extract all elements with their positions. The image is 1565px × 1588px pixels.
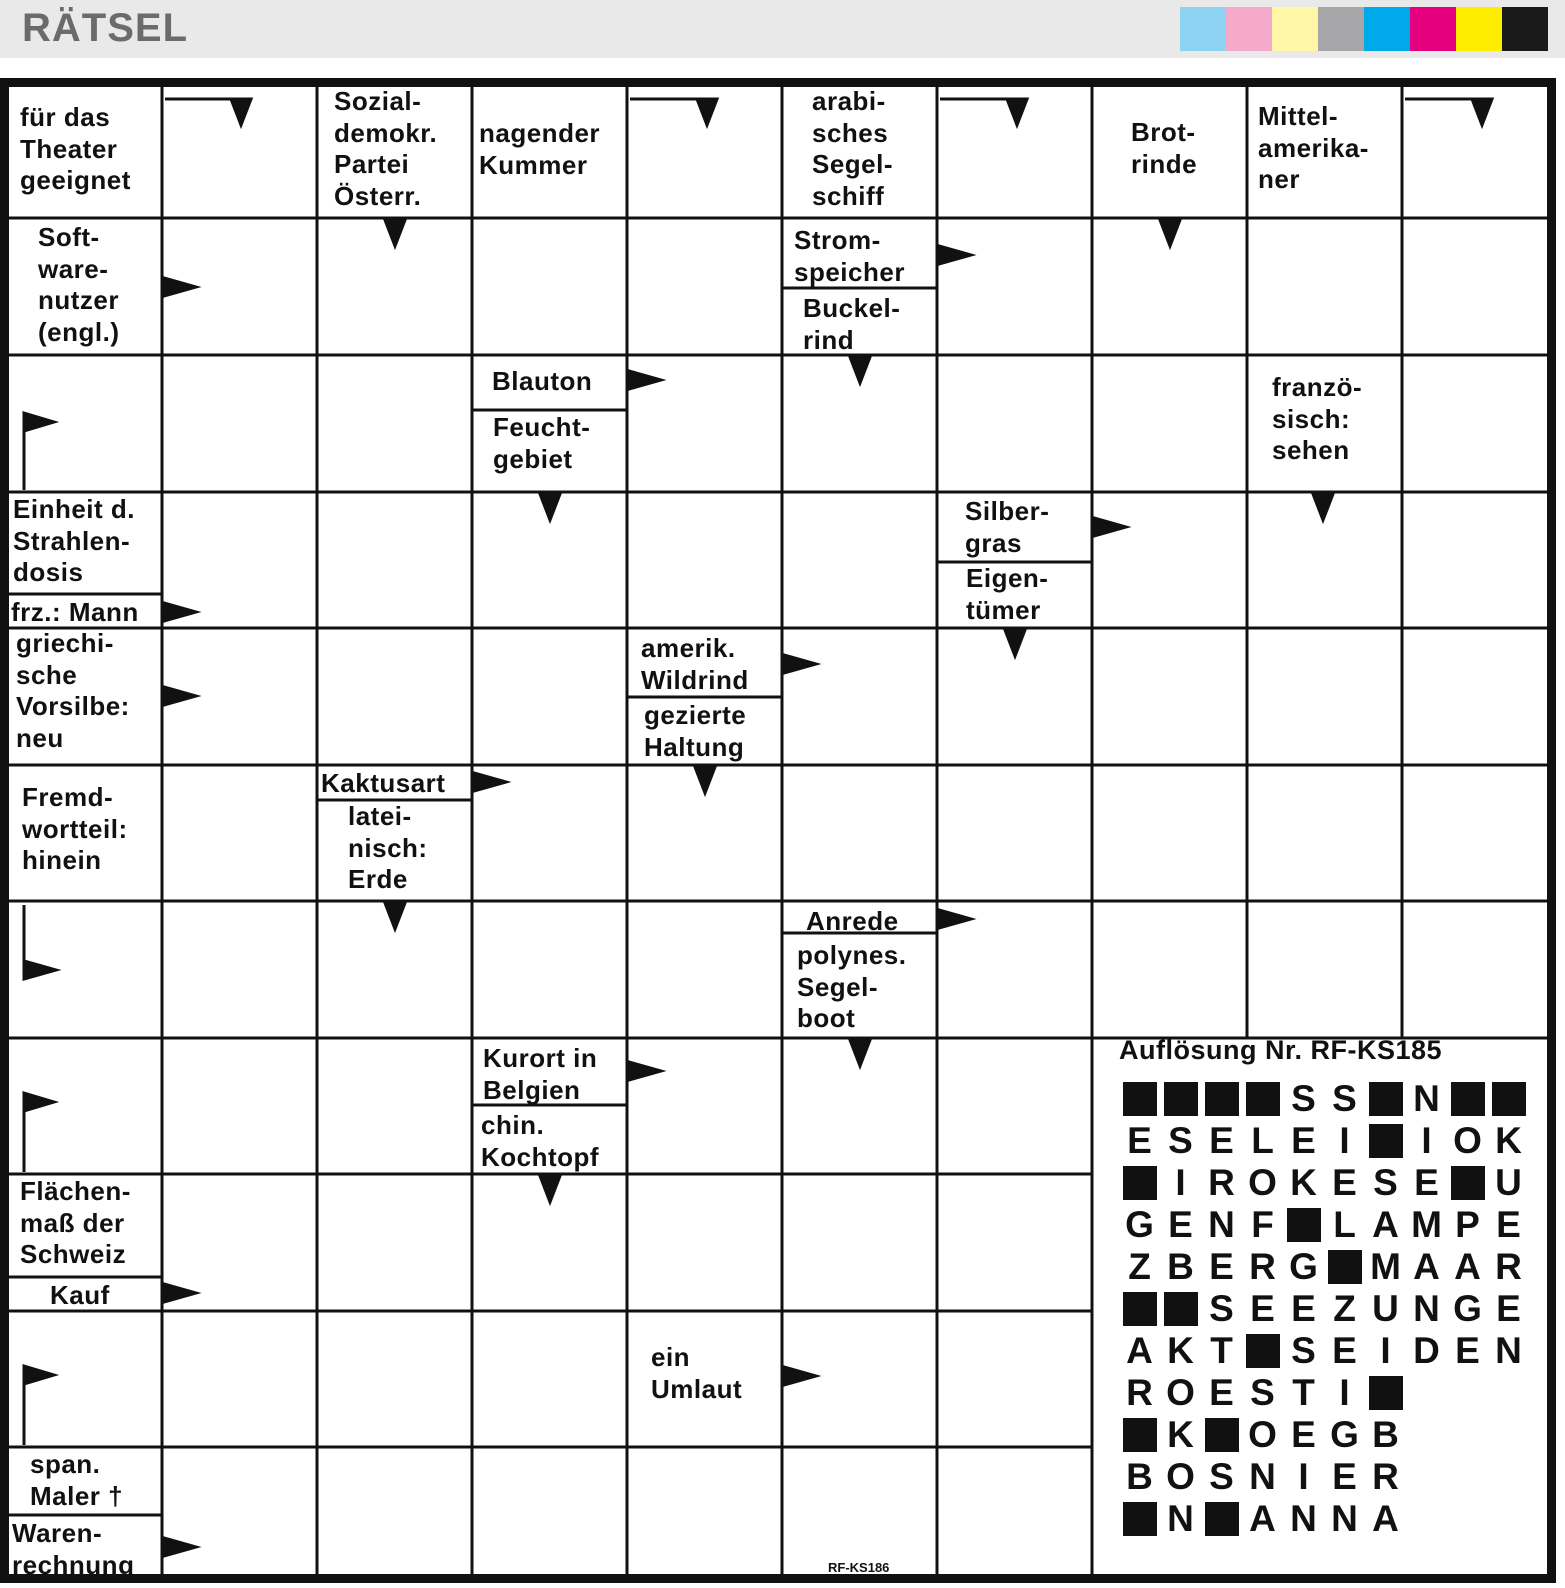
arrow-down-icon <box>850 357 870 383</box>
solution-letter: O <box>1453 1120 1482 1161</box>
arrow-right-icon <box>474 773 506 791</box>
bent-arrow-icon <box>165 99 251 125</box>
solution-row <box>1119 1162 1535 1204</box>
solution-letter: E <box>1209 1246 1234 1287</box>
solution-letter: N <box>1495 1330 1522 1371</box>
solution-letter: U <box>1372 1288 1399 1329</box>
arrow-right-icon <box>164 603 196 621</box>
clue-stromspeicher: Strom- speicher <box>794 225 905 287</box>
solution-letter: L <box>1251 1120 1274 1161</box>
solution-row <box>1119 1456 1535 1498</box>
solution-letter: E <box>1332 1456 1357 1497</box>
solution-black-square <box>1447 1162 1488 1204</box>
solution-row <box>1119 1246 1535 1288</box>
solution-letter: T <box>1292 1372 1315 1413</box>
solution-letter: I <box>1380 1330 1391 1371</box>
solution-letter: K <box>1495 1120 1522 1161</box>
solution-letter: N <box>1290 1498 1317 1539</box>
clue-spoe: Sozial- demokr. Partei Österr. <box>334 86 438 212</box>
bent-arrow-icon <box>630 99 717 125</box>
arrow-down-icon <box>540 494 560 520</box>
solution-row <box>1119 1288 1535 1330</box>
solution-letter: E <box>1250 1288 1275 1329</box>
clue-kauf: Kauf <box>50 1280 110 1310</box>
solution-letter: D <box>1413 1330 1440 1371</box>
clue-umlaut: ein Umlaut <box>651 1342 743 1404</box>
solution-letter: O <box>1166 1456 1195 1497</box>
solution-letter: S <box>1373 1162 1398 1203</box>
solution-row <box>1119 1414 1535 1456</box>
solution-grid <box>1095 1078 1535 1540</box>
clue-vorsilbe-neu: griechi- sche Vorsilbe: neu <box>16 628 130 754</box>
solution-letter: B <box>1126 1456 1153 1497</box>
solution-black-square <box>1447 1078 1488 1120</box>
arrow-right-icon <box>164 1284 196 1302</box>
bent-arrow-icon <box>24 1366 54 1445</box>
solution-letter: E <box>1332 1162 1357 1203</box>
solution-letter: F <box>1251 1204 1274 1245</box>
clue-frz-mann: frz.: Mann <box>11 597 139 627</box>
solution-letter: A <box>1413 1246 1440 1287</box>
arrow-right-icon <box>629 371 661 389</box>
solution-letter: O <box>1248 1162 1277 1203</box>
solution-letter: S <box>1209 1288 1234 1329</box>
clue-software-user: Soft- ware- nutzer (engl.) <box>38 222 120 348</box>
solution-letter: S <box>1332 1078 1357 1119</box>
arrow-down-icon <box>385 903 405 929</box>
solution-letter: I <box>1421 1120 1432 1161</box>
puzzle-code: RF-KS186 <box>828 1560 890 1575</box>
solution-letter: S <box>1209 1456 1234 1497</box>
arrow-down-icon <box>385 220 405 246</box>
solution-letter: S <box>1291 1330 1316 1371</box>
solution-letter: P <box>1455 1204 1480 1245</box>
solution-letter: G <box>1125 1204 1154 1245</box>
solution-letter: I <box>1339 1372 1350 1413</box>
solution-title: Auflösung Nr. RF-KS185 <box>1119 1035 1443 1065</box>
arrow-down-icon <box>695 767 715 793</box>
solution-black-square <box>1119 1288 1160 1330</box>
solution-letter: O <box>1248 1414 1277 1455</box>
clue-kaktusart: Kaktusart <box>321 768 446 798</box>
clue-segelboot: polynes. Segel- boot <box>797 940 907 1034</box>
solution-black-square <box>1242 1330 1283 1372</box>
solution-black-square <box>1119 1078 1160 1120</box>
solution-letter: T <box>1210 1330 1233 1371</box>
arrow-right-icon <box>784 1367 816 1385</box>
solution-letter: A <box>1454 1246 1481 1287</box>
solution-letter: M <box>1370 1246 1401 1287</box>
clue-sehen: franzö- sisch: sehen <box>1272 372 1363 466</box>
solution-letter: K <box>1167 1414 1194 1455</box>
arrow-down-icon <box>1005 630 1025 656</box>
solution-letter: O <box>1166 1372 1195 1413</box>
arrow-right-icon <box>164 1538 196 1556</box>
solution-row <box>1119 1078 1535 1120</box>
clue-warenrechnung: Waren- rechnung <box>12 1518 135 1580</box>
solution-letter: K <box>1290 1162 1317 1203</box>
solution-letter: E <box>1291 1120 1316 1161</box>
clue-kummer: nagender Kummer <box>479 118 601 180</box>
solution-black-square <box>1365 1078 1406 1120</box>
arrow-right-icon <box>164 687 196 705</box>
solution-letter: E <box>1496 1288 1521 1329</box>
solution-letter: E <box>1332 1330 1357 1371</box>
solution-letter: N <box>1249 1456 1276 1497</box>
solution-black-square <box>1119 1162 1160 1204</box>
page-title: RÄTSEL <box>22 6 188 50</box>
clue-gezierte-haltung: gezierte Haltung <box>644 700 747 762</box>
bent-arrow-icon <box>24 413 54 490</box>
clue-erde: latei- nisch: Erde <box>348 801 428 895</box>
arrow-down-icon <box>1160 220 1180 246</box>
solution-black-square <box>1119 1414 1160 1456</box>
clue-dhau: arabi- sches Segel- schiff <box>812 86 894 212</box>
solution-letter: G <box>1330 1414 1359 1455</box>
solution-black-square <box>1119 1498 1160 1540</box>
solution-black-square <box>1365 1120 1406 1162</box>
clue-span-maler: span. Maler † <box>30 1449 124 1511</box>
solution-letter: S <box>1168 1120 1193 1161</box>
solution-letter: A <box>1126 1330 1153 1371</box>
solution-black-square <box>1365 1372 1406 1414</box>
solution-letter: N <box>1331 1498 1358 1539</box>
solution-letter: E <box>1168 1204 1193 1245</box>
solution-letter: N <box>1413 1288 1440 1329</box>
solution-letter: N <box>1413 1078 1440 1119</box>
solution-letter: G <box>1453 1288 1482 1329</box>
clue-wildrind: amerik. Wildrind <box>641 633 749 695</box>
clue-blauton: Blauton <box>492 366 593 396</box>
arrow-down-icon <box>540 1176 560 1202</box>
clue-eigentuemer: Eigen- tümer <box>966 563 1049 625</box>
solution-letter: R <box>1372 1456 1399 1497</box>
solution-letter: L <box>1333 1204 1356 1245</box>
solution-letter: E <box>1209 1120 1234 1161</box>
bent-arrow-icon <box>940 99 1027 125</box>
solution-letter: I <box>1175 1162 1186 1203</box>
solution-black-square <box>1160 1078 1201 1120</box>
arrow-down-icon <box>850 1040 870 1066</box>
solution-letter: E <box>1209 1372 1234 1413</box>
solution-letter: S <box>1291 1078 1316 1119</box>
clue-brotrinde: Brot- rinde <box>1131 117 1198 179</box>
solution-letter: B <box>1372 1414 1399 1455</box>
clue-feuchtgebiet: Feucht- gebiet <box>493 412 591 474</box>
solution-letter: E <box>1291 1288 1316 1329</box>
arrow-right-icon <box>164 278 196 296</box>
solution-letter: U <box>1495 1162 1522 1203</box>
solution-row <box>1119 1120 1535 1162</box>
arrow-right-icon <box>629 1062 661 1080</box>
solution-black-square <box>1201 1078 1242 1120</box>
solution-letter: I <box>1298 1456 1309 1497</box>
solution-letter: N <box>1208 1204 1235 1245</box>
solution-letter: A <box>1249 1498 1276 1539</box>
solution-black-square <box>1324 1246 1365 1288</box>
clue-mittelamerikaner: Mittel- amerika- ner <box>1258 101 1369 195</box>
clue-theater-suitable: für das Theater geeignet <box>20 102 131 196</box>
solution-letter: I <box>1339 1120 1350 1161</box>
solution-letter: R <box>1495 1246 1522 1287</box>
bent-arrow-icon <box>24 1093 54 1172</box>
solution-letter: E <box>1414 1162 1439 1203</box>
clue-kochtopf: chin. Kochtopf <box>481 1110 600 1172</box>
arrow-right-icon <box>939 246 971 264</box>
solution-letter: E <box>1127 1120 1152 1161</box>
solution-letter: S <box>1250 1372 1275 1413</box>
arrow-right-icon <box>939 910 971 928</box>
solution-letter: B <box>1167 1246 1194 1287</box>
solution-black-square <box>1201 1498 1242 1540</box>
clue-kurort: Kurort in Belgien <box>483 1043 598 1105</box>
solution-black-square <box>1283 1204 1324 1246</box>
clue-anrede: Anrede <box>806 906 899 936</box>
solution-row <box>1119 1204 1535 1246</box>
solution-letter: Z <box>1333 1288 1356 1329</box>
solution-letter: A <box>1372 1204 1399 1245</box>
solution-black-square <box>1488 1078 1529 1120</box>
solution-black-square <box>1242 1078 1283 1120</box>
clue-hinein: Fremd- wortteil: hinein <box>22 782 128 876</box>
solution-row <box>1119 1498 1535 1540</box>
arrow-right-icon <box>784 655 816 673</box>
arrow-right-icon <box>1094 518 1126 536</box>
clue-strahlendosis: Einheit d. Strahlen- dosis <box>13 494 135 588</box>
solution-letter: E <box>1496 1204 1521 1245</box>
solution-letter: E <box>1455 1330 1480 1371</box>
solution-letter: A <box>1372 1498 1399 1539</box>
solution-row <box>1119 1372 1535 1414</box>
bent-arrow-icon <box>24 905 56 979</box>
solution-letter: M <box>1411 1204 1442 1245</box>
solution-letter: E <box>1291 1414 1316 1455</box>
solution-letter: R <box>1126 1372 1153 1413</box>
solution-black-square <box>1160 1288 1201 1330</box>
bent-arrow-icon <box>1405 99 1492 125</box>
solution-panel <box>1095 1035 1535 1540</box>
clue-flaechenmass: Flächen- maß der Schweiz <box>20 1176 131 1270</box>
solution-row <box>1119 1330 1535 1372</box>
solution-letter: G <box>1289 1246 1318 1287</box>
solution-letter: R <box>1208 1162 1235 1203</box>
solution-letter: N <box>1167 1498 1194 1539</box>
solution-letter: K <box>1167 1330 1194 1371</box>
solution-black-square <box>1201 1414 1242 1456</box>
clue-buckelrind: Buckel- rind <box>803 293 901 355</box>
clue-silbergras: Silber- gras <box>965 496 1050 558</box>
solution-letter: R <box>1249 1246 1276 1287</box>
arrow-down-icon <box>1313 494 1333 520</box>
solution-letter: Z <box>1128 1246 1151 1287</box>
